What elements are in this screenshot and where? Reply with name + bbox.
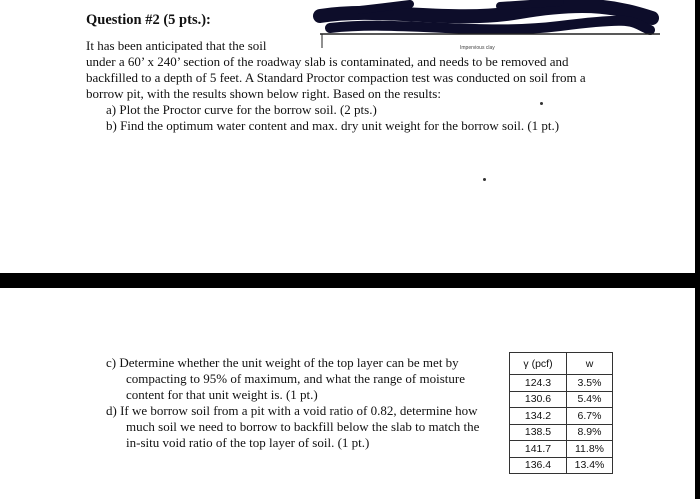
part-c-line-3: content for that unit weight is. (1 pt.): [126, 387, 318, 402]
part-d-line-1: d) If we borrow soil from a pit with a void ratio of 0.82, determine how: [106, 403, 478, 418]
proctor-data-table: [509, 352, 613, 474]
cell-water-content: 6.7%: [567, 408, 613, 425]
table-row: [510, 408, 613, 425]
cell-water-content: 5.4%: [567, 391, 613, 408]
cell-unit-weight: 130.6: [510, 391, 567, 408]
cell-unit-weight: 136.4: [510, 457, 567, 474]
cell-unit-weight: 141.7: [510, 441, 567, 458]
figure-label-impervious-clay: Impervious clay: [460, 45, 495, 51]
table-row: [510, 391, 613, 408]
part-d-line-3: in-situ void ratio of the top layer of soil. (1 pt.): [126, 435, 370, 450]
part-b-text: b) Find the optimum water content and max. dry unit weight for the borrow soil. (1 pt.): [106, 118, 560, 133]
cell-unit-weight: 124.3: [510, 375, 567, 392]
stray-dot: [540, 102, 543, 105]
part-c-line-1: c) Determine whether the unit weight of the top layer can be met by: [106, 355, 459, 370]
intro-line-3: backfilled to a depth of 5 feet. A Standard Proctor compaction test was conducted on soil from a: [86, 70, 586, 85]
intro-line-2: under a 60’ x 240’ section of the roadway slab is contaminated, and needs to be removed and: [86, 54, 569, 69]
table-row: [510, 457, 613, 474]
intro-line-4: borrow pit, with the results shown below right. Based on the results:: [86, 86, 441, 101]
stray-dot: [483, 178, 486, 181]
intro-line-1: It has been anticipated that the soil: [86, 38, 267, 53]
part-a-text: a) Plot the Proctor curve for the borrow soil. (2 pts.): [106, 102, 377, 117]
cell-unit-weight: 134.2: [510, 408, 567, 425]
table-row: [510, 441, 613, 458]
redaction-scribble: [300, 0, 660, 48]
table-row: [510, 424, 613, 441]
cell-unit-weight: 138.5: [510, 424, 567, 441]
table-header-row: [510, 353, 613, 375]
header-unit-weight: γ (pcf): [510, 353, 567, 375]
table-row: [510, 375, 613, 392]
part-d-line-2: much soil we need to borrow to backfill below the slab to match the: [126, 419, 480, 434]
cell-water-content: 13.4%: [567, 457, 613, 474]
header-water-content: w: [567, 353, 613, 375]
question-title: Question #2 (5 pts.):: [86, 12, 211, 28]
part-c-line-2: compacting to 95% of maximum, and what the range of moisture: [126, 371, 465, 386]
cell-water-content: 8.9%: [567, 424, 613, 441]
cell-water-content: 11.8%: [567, 441, 613, 458]
cell-water-content: 3.5%: [567, 375, 613, 392]
